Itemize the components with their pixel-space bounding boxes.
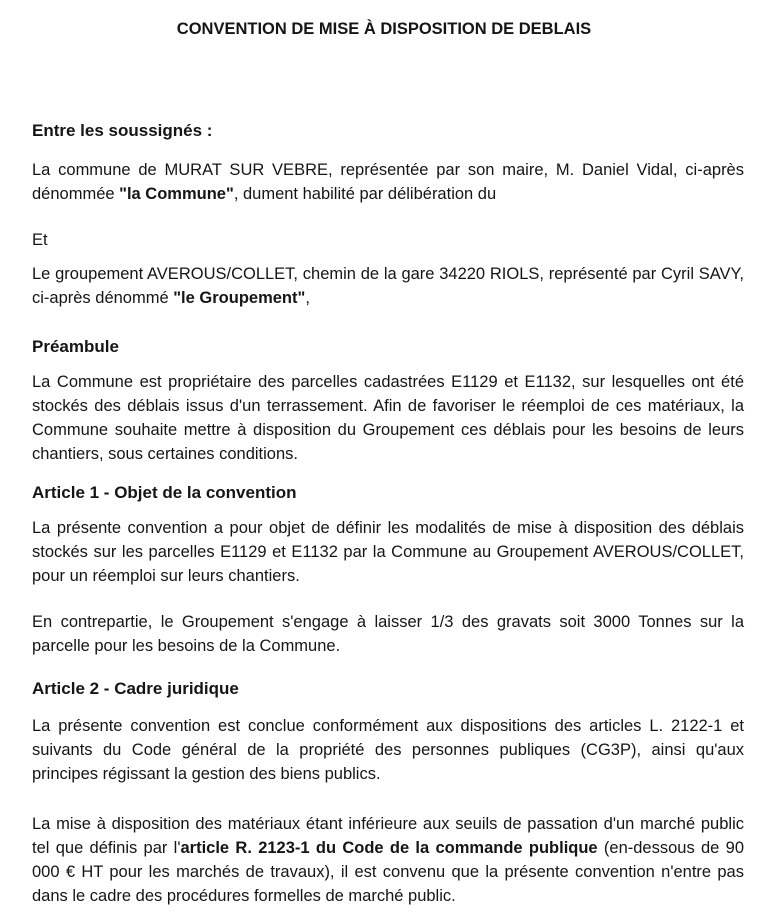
- commune-text-2: , dument habilité par délibération du: [233, 185, 497, 203]
- groupement-paragraph: [32, 262, 744, 310]
- parties-heading: Entre les soussignés :: [32, 121, 213, 140]
- article2-p2-text-1: La mise à disposition des matériaux étant inférieure aux seuils de passation d'un marché public tel que définis par l': [32, 815, 744, 857]
- article2-heading: Article 2 - Cadre juridique: [32, 679, 239, 698]
- commune-text-1: La commune de MURAT SUR VEBRE, représentée par son maire, M. Daniel Vidal, ci-après dénommée: [32, 161, 744, 203]
- document-title: CONVENTION DE MISE À DISPOSITION DE DEBLAIS: [176, 20, 592, 38]
- commune-designation: "la Commune": [119, 185, 234, 203]
- article2-paragraph-2: [32, 812, 744, 908]
- article2-p2-legal-reference: article R. 2123-1 du Code de la commande publique: [180, 839, 598, 857]
- article1-paragraph-1: La présente convention a pour objet de définir les modalités de mise à disposition des déblais stockés sur les parcelles E1129 et E1132 par la Commune au Groupement AVEROUS/COLLET, pour un réemploi sur leurs chantiers.: [32, 519, 744, 585]
- article1-heading: Article 1 - Objet de la convention: [32, 483, 297, 502]
- article2-paragraph-1: La présente convention est conclue conformément aux dispositions des articles L. 2122-1 et suivants du Code général de la propriété des personnes publiques (CG3P), ainsi qu'aux principes régissant la gestion des biens publics.: [32, 717, 744, 783]
- conjunction-text: Et: [32, 231, 48, 249]
- groupement-designation: "le Groupement": [173, 289, 306, 307]
- commune-paragraph: [32, 158, 744, 206]
- article2-p2-text-2: (en-dessous de 90 000 € HT pour les marchés de travaux), il est convenu que la présente convention n'entre pas dans le cadre des procédures formelles de marché public.: [32, 839, 745, 905]
- article1-paragraph-2: En contrepartie, le Groupement s'engage à laisser 1/3 des gravats soit 3000 Tonnes sur la parcelle pour les besoins de la Commune.: [32, 613, 744, 655]
- preamble-paragraph: La Commune est propriétaire des parcelles cadastrées E1129 et E1132, sur lesquelles ont été stockés des déblais issus d'un terrassement. Afin de favoriser le réemploi de ces matériaux, la Commune souhaite mettre à disposition du Groupement ces déblais pour les besoins de leurs chantiers, sous certaines conditions.: [32, 373, 744, 463]
- groupement-text-2: ,: [305, 289, 310, 307]
- preamble-heading: Préambule: [32, 337, 119, 356]
- groupement-text-1: Le groupement AVEROUS/COLLET, chemin de la gare 34220 RIOLS, représenté par Cyril SAVY, ci-après dénommé: [32, 265, 744, 307]
